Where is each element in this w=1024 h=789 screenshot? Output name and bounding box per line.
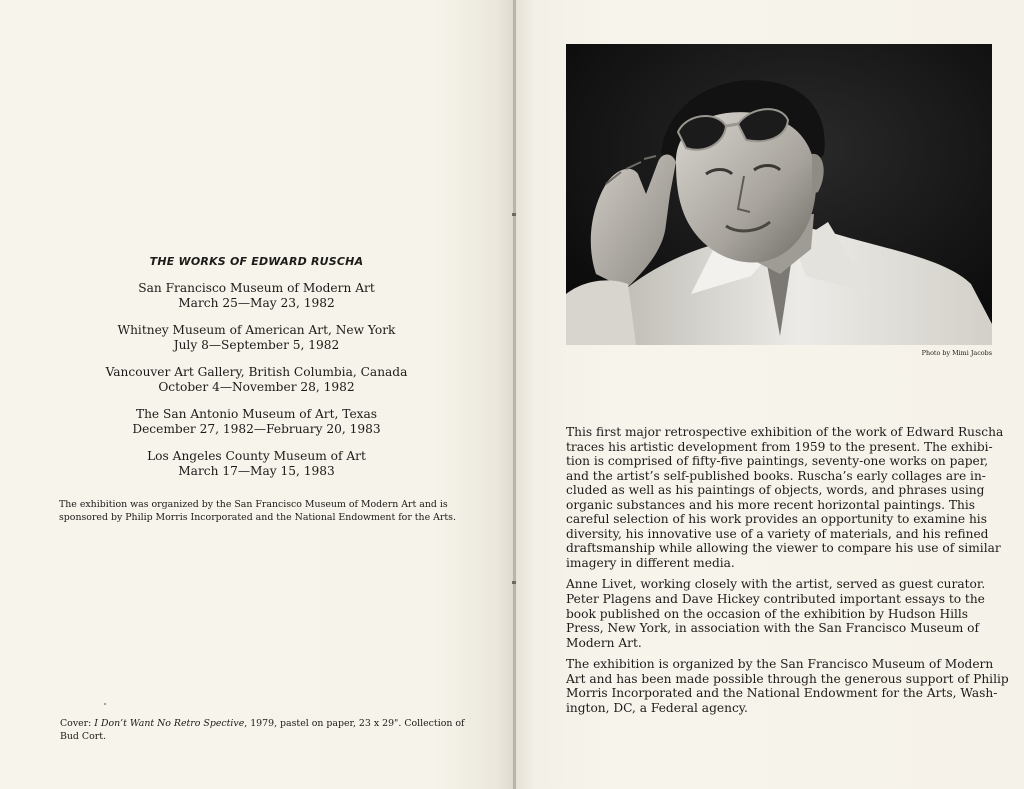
text-line: Morris Incorporated and the National Endowment for the Arts, Wash- xyxy=(566,686,998,701)
sunglasses-bridge xyxy=(726,124,738,126)
sleeve xyxy=(566,280,636,345)
text-line: cluded as well as his paintings of objects, words, and phrases using xyxy=(566,483,985,498)
cover-caption-details: , 1979, pastel on paper, 23 x 29". Collection of xyxy=(244,718,465,729)
cover-caption-prefix: Cover: xyxy=(60,718,95,729)
text-line: Modern Art. xyxy=(566,635,642,650)
venue-dates: March 17—May 15, 1983 xyxy=(178,464,335,478)
text-line: diversity, his innovative use of a variety of materials, and his refined xyxy=(566,526,989,541)
curator-paragraph xyxy=(566,577,994,650)
text-line: careful selection of his work provides an opportunity to examine his xyxy=(566,512,987,527)
venue-dates: October 4—November 28, 1982 xyxy=(158,380,355,394)
venue-item xyxy=(0,323,513,353)
venue-name: Los Angeles County Museum of Art xyxy=(147,449,366,463)
cover-caption-line-1 xyxy=(60,718,480,731)
text-line: traces his artistic development from 1959 to the present. The exhibi- xyxy=(566,439,993,454)
description-paragraph xyxy=(566,425,1004,570)
organizer-note-line: The exhibition was organized by the San Francisco Museum of Modern Art and is xyxy=(59,499,448,510)
venue-item xyxy=(0,449,513,479)
venue-list xyxy=(0,281,513,491)
text-line: The exhibition is organized by the San Francisco Museum of Modern xyxy=(566,657,994,672)
venue-item xyxy=(0,365,513,395)
venue-name: Vancouver Art Gallery, British Columbia, Canada xyxy=(105,365,408,379)
cover-artwork-title: I Don’t Want No Retro Spective xyxy=(94,718,245,729)
text-line: ington, DC, a Federal agency. xyxy=(566,700,748,715)
text-line: organic substances and his more recent horizontal paintings. This xyxy=(566,497,976,512)
text-line: Peter Plagens and Dave Hickey contributed important essays to the xyxy=(566,592,985,607)
text-line: draftsmanship while allowing the viewer to compare his use of similar xyxy=(566,541,1001,556)
cover-caption-line-2: Bud Cort. xyxy=(60,730,106,742)
portrait-illustration xyxy=(566,44,992,345)
text-line: Press, New York, in association with the San Francisco Museum of xyxy=(566,621,979,636)
photo-credit: Photo by Mimi Jacobs xyxy=(921,349,992,357)
exhibition-description xyxy=(566,425,1009,722)
venue-item xyxy=(0,281,513,311)
venue-name: Whitney Museum of American Art, New York xyxy=(117,323,396,337)
artist-portrait-photo xyxy=(566,44,992,345)
venue-item xyxy=(0,407,513,437)
text-line: This first major retrospective exhibition of the work of Edward Ruscha xyxy=(566,425,1004,439)
venue-dates: March 25—May 23, 1982 xyxy=(178,296,335,310)
venue-name: The San Antonio Museum of Art, Texas xyxy=(135,407,378,421)
text-line: imagery in different media. xyxy=(566,555,735,570)
text-line: book published on the occasion of the exhibition by Hudson Hills xyxy=(566,606,969,621)
sponsor-paragraph xyxy=(566,657,1009,715)
text-line: and the artist’s self-published books. Ruscha’s early collages are in- xyxy=(566,468,986,483)
text-line: Art and has been made possible through the generous support of Philip xyxy=(566,671,1009,686)
organizer-note xyxy=(59,499,479,524)
venue-name: San Francisco Museum of Modern Art xyxy=(138,281,375,295)
exhibition-title: THE WORKS OF EDWARD RUSCHA xyxy=(149,255,364,268)
text-line: Anne Livet, working closely with the artist, served as guest curator. xyxy=(566,577,986,592)
paper-speck xyxy=(104,703,106,705)
venue-dates: July 8—September 5, 1982 xyxy=(173,338,340,352)
organizer-note-line: sponsored by Philip Morris Incorporated and the National Endowment for the Arts. xyxy=(59,511,456,523)
text-line: tion is comprised of fifty-five paintings, seventy-one works on paper, xyxy=(566,454,989,469)
venue-dates: December 27, 1982—February 20, 1983 xyxy=(132,422,381,436)
cover-caption xyxy=(60,718,480,743)
